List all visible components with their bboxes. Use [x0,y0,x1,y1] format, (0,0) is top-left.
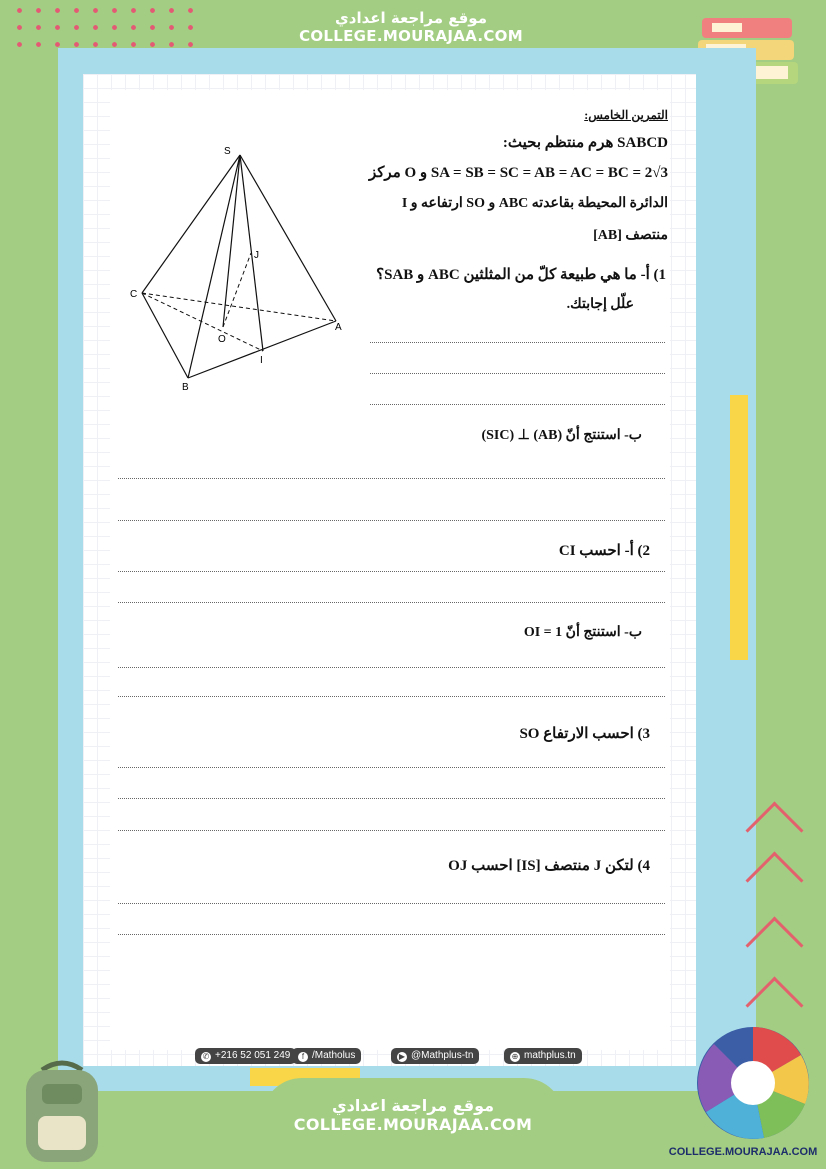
answer-line [370,342,665,343]
header-site-arabic: موقع مراجعة اعدادي [335,9,487,27]
question-2a: 2) أ- احسب CI [558,543,650,559]
footer-banner [262,1078,564,1169]
answer-line [118,903,665,904]
question-3: 3) احسب الارتفاع SO [519,726,650,742]
globe-icon: ⊕ [511,1052,519,1061]
exercise-intro: منتصف [AB] [593,228,668,243]
question-1b: ب- استنتج أنّ (AB) ⊥ (SIC) [481,428,642,443]
exercise-intro: الدائرة المحيطة بقاعدته ABC و SO ارتفاعه و I [401,196,668,211]
facebook-icon: f [298,1052,308,1062]
exercise-title: التمرين الخامس: [584,108,668,122]
answer-line [118,934,665,935]
vertex-label-s: S [224,146,231,157]
facebook-badge[interactable]: f /Matholus [292,1048,361,1064]
vertex-label-a: A [335,322,342,333]
decorative-tab [730,395,748,660]
question-2b: ب- استنتج أنّ OI = 1 [523,625,642,640]
answer-line [118,571,665,572]
answer-line [118,520,665,521]
header-site-english: COLLEGE.MOURAJAA.COM [299,27,523,45]
answer-line [118,667,665,668]
answer-line [370,373,665,374]
answer-line [118,602,665,603]
footer-logo-text: COLLEGE.MOURAJAA.COM [668,1146,818,1158]
question-1a-continued: علّل إجابتك. [566,297,634,312]
backpack-icon [12,1058,112,1166]
youtube-icon: ▶ [398,1052,406,1061]
question-1a: 1) أ- ما هي طبيعة كلّ من المثلثين ABC و SAB؟ [376,267,666,283]
answer-line [370,404,665,405]
point-label-o: O [218,334,226,345]
footer-site-arabic: موقع مراجعة اعدادي [331,1096,495,1115]
subjects-wheel-logo [694,1024,812,1142]
point-label-i: I [260,355,263,366]
answer-line [118,478,665,479]
decorative-dots [10,2,200,54]
website-badge[interactable]: ⊕ mathplus.tn [504,1048,582,1064]
exercise-intro: SA = SB = SC = AB = AC = BC = 2√3 و O مركز [369,165,668,181]
answer-line [118,767,665,768]
phone-icon: ✆ [202,1052,210,1061]
footer-site-english: COLLEGE.MOURAJAA.COM [293,1115,533,1134]
vertex-label-c: C [130,289,138,300]
exercise-intro: SABCD هرم منتظم بحيث: [502,135,668,151]
phone-badge[interactable]: ✆ +216 52 051 249 [195,1048,296,1064]
point-label-j: J [254,250,259,261]
vertex-label-b: B [182,382,189,393]
question-4: 4) لتكن J منتصف [IS] احسب OJ [448,858,650,874]
youtube-badge[interactable]: ▶ @Mathplus-tn [391,1048,479,1064]
answer-line [118,798,665,799]
answer-line [118,830,665,831]
answer-line [118,696,665,697]
pyramid-figure [120,140,360,400]
